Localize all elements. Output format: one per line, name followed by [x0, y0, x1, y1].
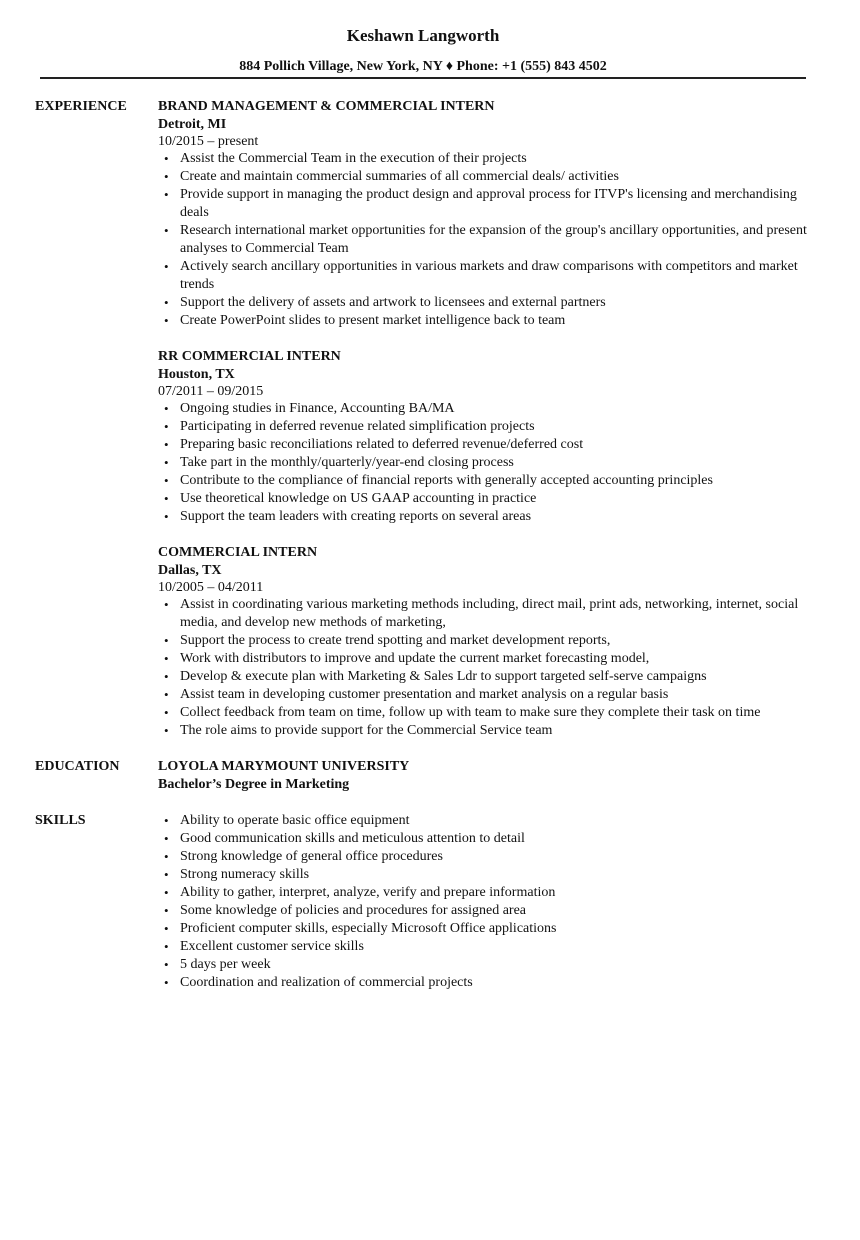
list-item: • Create and maintain commercial summaries of all commercial deals/ activities [180, 168, 818, 186]
list-item: • Work with distributors to improve and update the current market forecasting model, [180, 650, 818, 668]
job-duties-list [158, 400, 818, 526]
job-title: COMMERCIAL INTERN [158, 545, 318, 560]
skills-entry [158, 812, 818, 992]
job-dates: 10/2015 – present [158, 134, 259, 149]
list-item: • Collect feedback from team on time, follow up with team to make sure they complete their task on time [180, 704, 818, 722]
job-entry [158, 544, 818, 740]
list-item: • Develop & execute plan with Marketing & Sales Ldr to support targeted self-serve campaigns [180, 668, 818, 686]
job-location: Houston, TX [158, 367, 235, 382]
header-divider [40, 77, 806, 79]
list-item: • Ongoing studies in Finance, Accounting BA/MA [180, 400, 818, 418]
list-item: • Support the delivery of assets and artwork to licensees and external partners [180, 294, 818, 312]
candidate-name: Keshawn Langworth [346, 26, 500, 45]
job-dates: 07/2011 – 09/2015 [158, 384, 264, 399]
education-entry [158, 758, 818, 794]
job-duties-list [158, 150, 818, 330]
list-item: • Actively search ancillary opportunities in various markets and draw comparisons with competitors and market trends [180, 258, 818, 294]
job-duties-list [158, 596, 818, 740]
list-item: • The role aims to provide support for the Commercial Service team [180, 722, 818, 740]
skills-list [158, 812, 818, 992]
resume-body [0, 98, 860, 992]
school-name: LOYOLA MARYMOUNT UNIVERSITY [158, 759, 410, 774]
list-item: • Provide support in managing the product design and approval process for ITVP's licensing and merchandising deals [180, 186, 818, 222]
section-title-experience: EXPERIENCE [35, 99, 127, 114]
list-item: • Good communication skills and meticulous attention to detail [180, 830, 818, 848]
list-item: • Strong numeracy skills [180, 866, 818, 884]
list-item: • Take part in the monthly/quarterly/year-end closing process [180, 454, 818, 472]
list-item: • Use theoretical knowledge on US GAAP accounting in practice [180, 490, 818, 508]
experience-list [158, 98, 818, 740]
list-item: • Proficient computer skills, especially Microsoft Office applications [180, 920, 818, 938]
job-title: RR COMMERCIAL INTERN [158, 349, 341, 364]
list-item: • Assist in coordinating various marketing methods including, direct mail, print ads, networking, internet, social media, and develop new methods of marketing, [180, 596, 818, 632]
list-item: • Assist the Commercial Team in the execution of their projects [180, 150, 818, 168]
list-item: • Ability to gather, interpret, analyze, verify and prepare information [180, 884, 818, 902]
section-title-education: EDUCATION [35, 759, 120, 774]
list-item: • Coordination and realization of commercial projects [180, 974, 818, 992]
contact-line: 884 Pollich Village, New York, NY ♦ Phone: +1 (555) 843 4502 [239, 59, 607, 74]
list-item: • Ability to operate basic office equipment [180, 812, 818, 830]
list-item: • Research international market opportunities for the expansion of the group's ancillary opportunities, and present analyses to Commercial Team [180, 222, 818, 258]
experience-section [0, 98, 860, 740]
list-item: • Create PowerPoint slides to present market intelligence back to team [180, 312, 818, 330]
degree-name: Bachelor’s Degree in Marketing [158, 777, 350, 792]
job-title: BRAND MANAGEMENT & COMMERCIAL INTERN [158, 99, 495, 114]
list-item: • Participating in deferred revenue related simplification projects [180, 418, 818, 436]
list-item: • Support the team leaders with creating reports on several areas [180, 508, 818, 526]
list-item: • Support the process to create trend spotting and market development reports, [180, 632, 818, 650]
job-location: Dallas, TX [158, 563, 222, 578]
skills-section [0, 812, 860, 992]
list-item: • Excellent customer service skills [180, 938, 818, 956]
list-item: • Preparing basic reconciliations related to deferred revenue/deferred cost [180, 436, 818, 454]
section-title-skills: SKILLS [35, 813, 86, 828]
list-item: • Strong knowledge of general office procedures [180, 848, 818, 866]
list-item: • Some knowledge of policies and procedures for assigned area [180, 902, 818, 920]
list-item: • 5 days per week [180, 956, 818, 974]
job-entry [158, 98, 818, 330]
job-entry [158, 348, 818, 526]
education-section [0, 758, 860, 794]
list-item: • Contribute to the compliance of financial reports with generally accepted accounting principles [180, 472, 818, 490]
list-item: • Assist team in developing customer presentation and market analysis on a regular basis [180, 686, 818, 704]
job-location: Detroit, MI [158, 117, 227, 132]
job-dates: 10/2005 – 04/2011 [158, 580, 264, 595]
